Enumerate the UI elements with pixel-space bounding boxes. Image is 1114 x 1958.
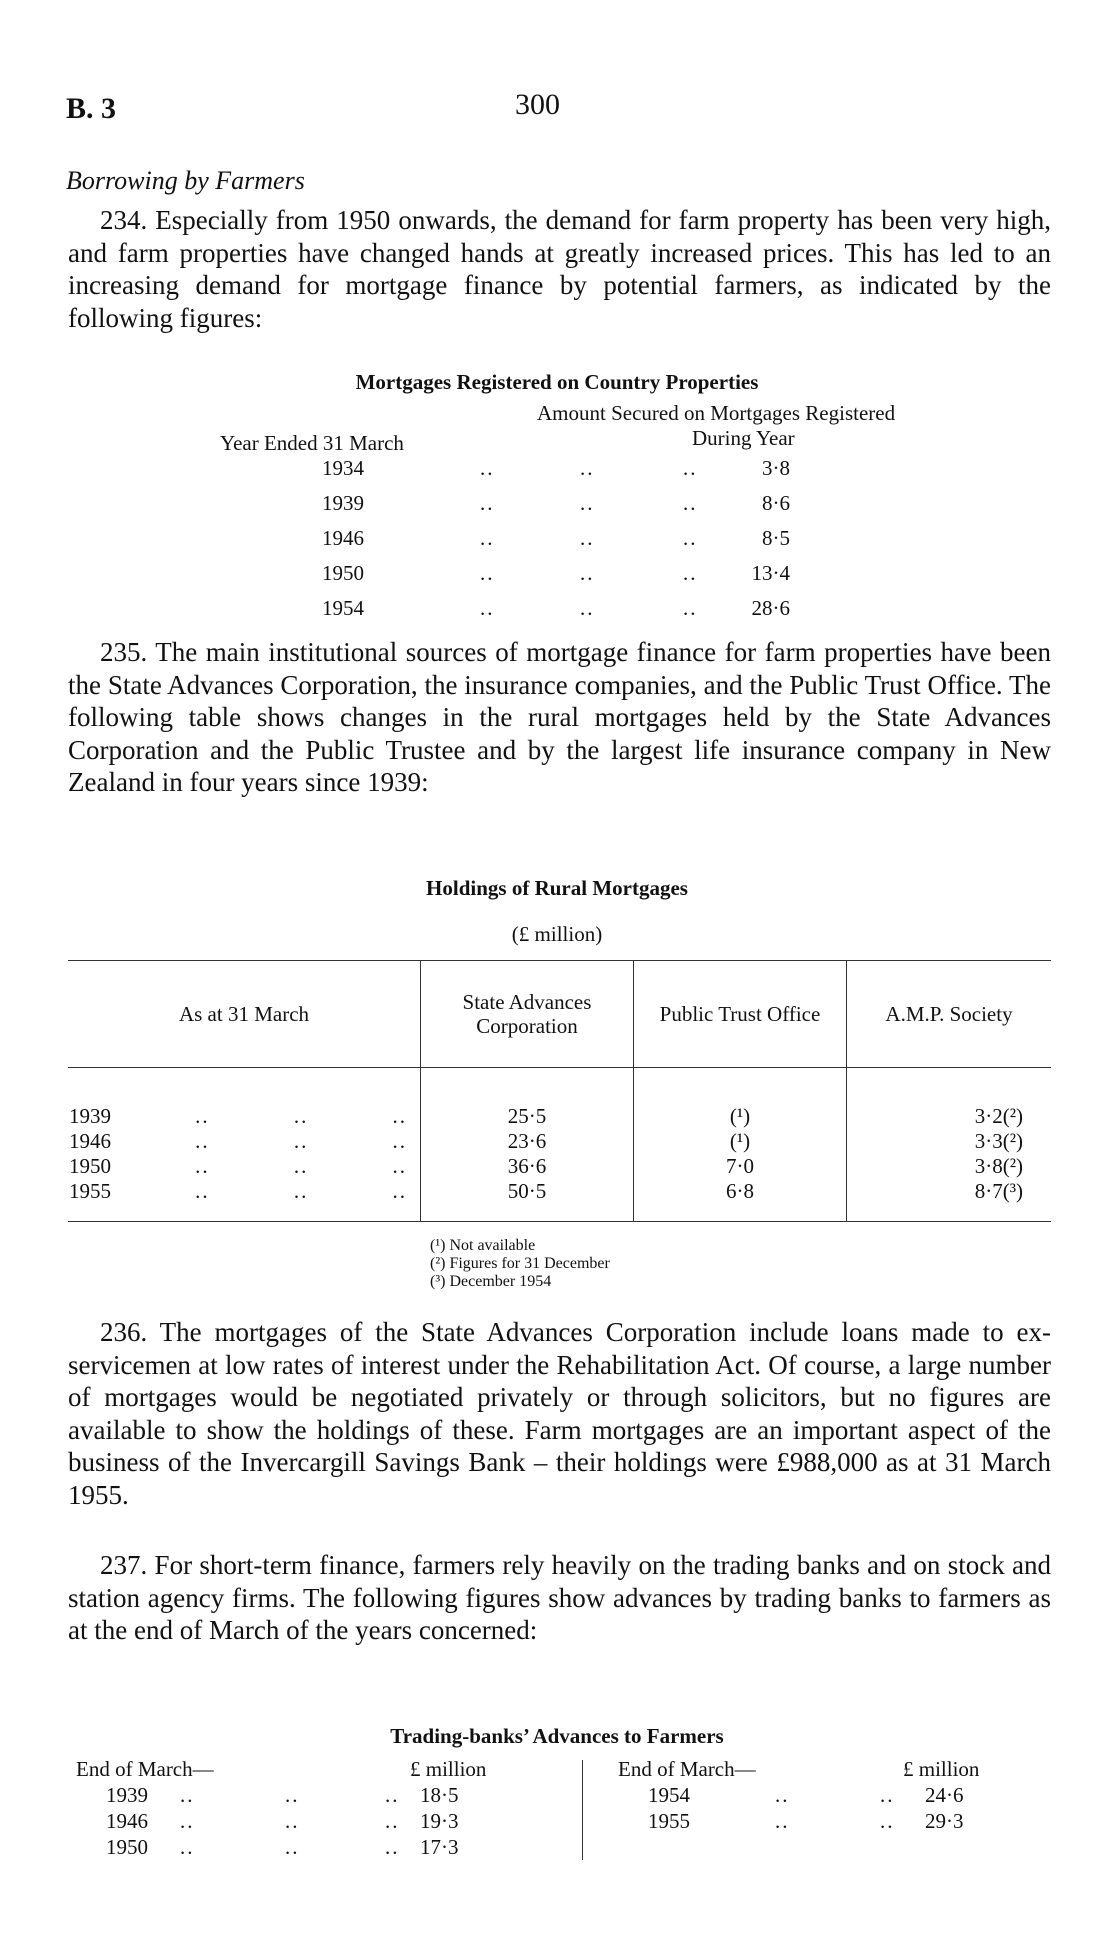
leader-dots: ..	[580, 456, 595, 480]
section-heading: Borrowing by Farmers	[66, 166, 305, 195]
leader-dots: ..	[385, 1835, 400, 1859]
mortgage-year: 1939	[322, 491, 364, 515]
paragraph-235: 235. The main institutional sources of mortgage finance for farm properties have been the State Advances Corporation, the insurance companies, and the Public Trust Office. The following table shows changes in the rural mortgages held by the State Advances Corporation and the Public Trustee and by the largest life insurance company in New Zealand in four years since 1939:	[68, 637, 1051, 797]
cell-state-advances: 25·5	[507, 1104, 547, 1128]
footnote-3: (³) December 1954	[430, 1273, 552, 1290]
mortgages-table-title: Mortgages Registered on Country Properties	[355, 370, 759, 394]
cell-amp: 3·8(²)	[974, 1154, 1023, 1178]
leader-dots: ..	[480, 561, 495, 585]
leader-dots: ..	[683, 561, 698, 585]
leader-dots: ..	[880, 1809, 895, 1833]
leader-dots: ..	[195, 1154, 210, 1178]
leader-dots: ..	[880, 1783, 895, 1807]
leader-dots: ..	[480, 491, 495, 515]
years-column	[68, 1068, 421, 1222]
table-row	[69, 1104, 419, 1129]
cell-state-advances: 36·6	[507, 1154, 547, 1178]
mortgages-col1-header: Year Ended 31 March	[220, 431, 404, 455]
table-body-row	[68, 1068, 1051, 1222]
leader-dots: ..	[683, 526, 698, 550]
table-row	[69, 1129, 419, 1154]
col-header-public-trust: Public Trust Office	[634, 961, 847, 1068]
leader-dots: ..	[285, 1835, 300, 1859]
trading-value: 24·6	[925, 1783, 964, 1807]
holdings-table-title: Holdings of Rural Mortgages	[426, 876, 688, 900]
trading-year: 1950	[106, 1835, 148, 1859]
leader-dots: ..	[293, 1104, 309, 1128]
mortgage-amount: 8·5	[762, 526, 790, 550]
trading-year: 1954	[648, 1783, 690, 1807]
cell-public-trust: 7·0	[726, 1154, 754, 1178]
leader-dots: ..	[392, 1154, 407, 1178]
leader-dots: ..	[392, 1129, 407, 1153]
leader-dots: ..	[293, 1154, 309, 1178]
trading-value: 19·3	[420, 1809, 459, 1833]
trading-col-year-left: End of March—	[76, 1757, 214, 1781]
holdings-table	[68, 960, 1051, 1222]
mortgage-amount: 13·4	[751, 561, 790, 585]
leader-dots: ..	[580, 596, 595, 620]
trading-col-value-left: £ million	[410, 1757, 487, 1781]
mortgage-amount: 28·6	[751, 596, 790, 620]
column-divider	[582, 1760, 583, 1860]
cell-public-trust: (¹)	[729, 1104, 751, 1128]
public-trust-column	[634, 1068, 847, 1222]
mortgage-year: 1934	[322, 456, 364, 480]
leader-dots: ..	[195, 1179, 210, 1203]
paragraph-236: 236. The mortgages of the State Advances Corporation include loans made to ex-servicemen at low rates of interest under the Rehabilitation Act. Of course, a large number of mortgages would be negotiated privately or through solicitors, but no figures are available to show the holdings of these. Farm mortgages are an important aspect of the business of the Invercargill Savings Bank – their holdings were £988,000 as at 31 March 1955.	[68, 1317, 1051, 1510]
year: 1950	[69, 1154, 111, 1178]
leader-dots: ..	[775, 1809, 790, 1833]
trading-col-year-right: End of March—	[618, 1757, 756, 1781]
mortgage-year: 1954	[322, 596, 364, 620]
leader-dots: ..	[580, 526, 595, 550]
leader-dots: ..	[683, 456, 698, 480]
amp-column	[847, 1068, 1052, 1222]
paragraph-237: 237. For short-term finance, farmers rely heavily on the trading banks and on stock and station agency firms. The following figures show advances by trading banks to farmers as at the end of March of the years concerned:	[68, 1550, 1051, 1645]
leader-dots: ..	[480, 526, 495, 550]
leader-dots: ..	[285, 1783, 300, 1807]
col-header-amp: A.M.P. Society	[847, 961, 1052, 1068]
leader-dots: ..	[683, 596, 698, 620]
cell-amp: 8·7(³)	[974, 1179, 1023, 1203]
leader-dots: ..	[293, 1179, 309, 1203]
cell-public-trust: (¹)	[729, 1129, 751, 1153]
cell-state-advances: 50·5	[507, 1179, 547, 1203]
trading-value: 18·5	[420, 1783, 459, 1807]
trading-year: 1955	[648, 1809, 690, 1833]
trading-year: 1946	[106, 1809, 148, 1833]
table-header-row	[68, 961, 1051, 1068]
trading-col-value-right: £ million	[903, 1757, 980, 1781]
leader-dots: ..	[285, 1809, 300, 1833]
cell-state-advances: 23·6	[507, 1129, 547, 1153]
year: 1955	[69, 1179, 111, 1203]
leader-dots: ..	[392, 1104, 407, 1128]
cell-amp: 3·3(²)	[974, 1129, 1023, 1153]
leader-dots: ..	[580, 491, 595, 515]
leader-dots: ..	[683, 491, 698, 515]
leader-dots: ..	[180, 1835, 195, 1859]
leader-dots: ..	[180, 1809, 195, 1833]
leader-dots: ..	[385, 1809, 400, 1833]
trading-value: 29·3	[925, 1809, 964, 1833]
footnote-1: (¹) Not available	[430, 1237, 536, 1254]
col-header-date: As at 31 March	[68, 961, 421, 1068]
leader-dots: ..	[385, 1783, 400, 1807]
col-header-state-advances: State Advances Corporation	[421, 961, 634, 1068]
leader-dots: ..	[480, 456, 495, 480]
leader-dots: ..	[293, 1129, 309, 1153]
cell-public-trust: 6·8	[726, 1179, 754, 1203]
mortgage-amount: 8·6	[762, 491, 790, 515]
table-row	[69, 1179, 419, 1204]
mortgages-col2-header: Amount Secured on Mortgages Registered	[537, 401, 896, 425]
paragraph-234: 234. Especially from 1950 onwards, the demand for farm property has been very high, and farm properties have changed hands at greatly increased prices. This has led to an increasing demand for mortgage finance by potential farmers, as indicated by the following figures:	[68, 205, 1051, 333]
trading-table-title: Trading-banks’ Advances to Farmers	[390, 1724, 724, 1748]
table-row	[69, 1154, 419, 1179]
section-code: B. 3	[66, 92, 117, 125]
mortgage-year: 1946	[322, 526, 364, 550]
footnote-2: (²) Figures for 31 December	[430, 1255, 610, 1272]
leader-dots: ..	[195, 1129, 210, 1153]
trading-value: 17·3	[420, 1835, 459, 1859]
mortgages-col2-header-2: During Year	[692, 426, 795, 450]
mortgage-amount: 3·8	[762, 456, 790, 480]
leader-dots: ..	[580, 561, 595, 585]
state-advances-column	[421, 1068, 634, 1222]
leader-dots: ..	[180, 1783, 195, 1807]
year: 1939	[69, 1104, 111, 1128]
holdings-table-unit: (£ million)	[511, 922, 603, 946]
footnotes	[430, 1237, 610, 1291]
trading-year: 1939	[106, 1783, 148, 1807]
leader-dots: ..	[392, 1179, 407, 1203]
year: 1946	[69, 1129, 111, 1153]
page-number: 300	[515, 88, 560, 121]
leader-dots: ..	[195, 1104, 210, 1128]
mortgage-year: 1950	[322, 561, 364, 585]
cell-amp: 3·2(²)	[974, 1104, 1023, 1128]
leader-dots: ..	[480, 596, 495, 620]
leader-dots: ..	[775, 1783, 790, 1807]
